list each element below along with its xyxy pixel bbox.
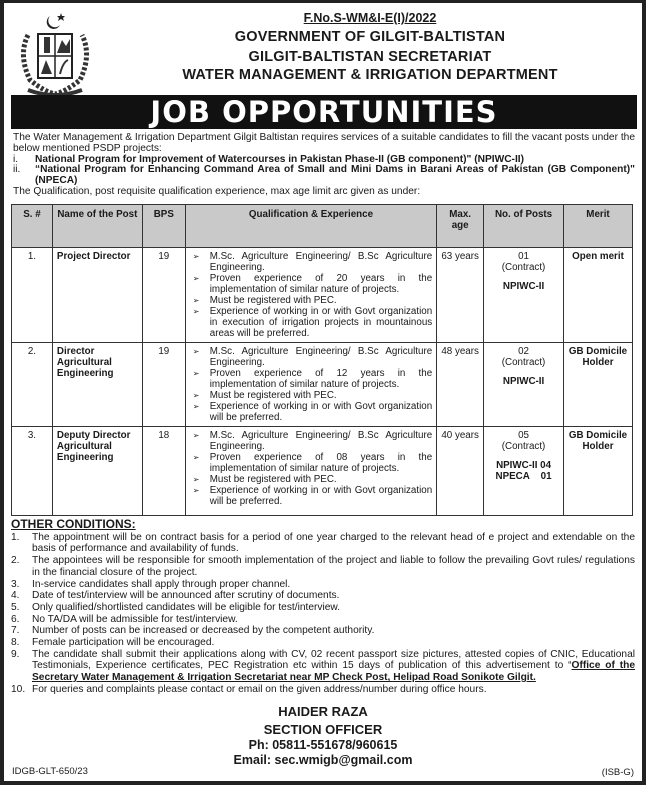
officer-title: SECTION OFFICER — [263, 722, 383, 737]
qualification-item: ➢ Experience of working in or with Govt organization in execution of irrigation projects in mountainous areas will be preferred. — [190, 306, 432, 339]
posts-type: (Contract) — [501, 262, 546, 273]
condition-number: 2. — [11, 555, 20, 567]
post-name — [52, 248, 142, 343]
post-name-text: Project Director — [56, 251, 131, 262]
project-code: NPIWC-II — [502, 376, 545, 387]
officer-name: HAIDER RAZA — [278, 704, 368, 719]
qualifications — [185, 343, 436, 427]
serial-number: 3. — [12, 427, 53, 516]
condition-text: Female participation will be encouraged. — [32, 637, 215, 649]
condition-item — [11, 532, 635, 555]
condition-item — [11, 579, 635, 591]
table-row — [12, 343, 633, 427]
posts-type: (Contract) — [501, 441, 546, 452]
other-conditions — [11, 519, 635, 696]
bps: 18 — [142, 427, 185, 516]
posts-count: 02 — [518, 346, 529, 357]
condition-text: Number of posts can be increased or decreased by the competent authority. — [32, 625, 375, 637]
qualification-note: The Qualification, post requisite qualification experience, max age limit arc given as under: — [13, 185, 421, 197]
condition-number: 9. — [11, 648, 20, 660]
government-emblem-icon — [10, 10, 100, 100]
department-title: WATER MANAGEMENT & IRRIGATION DEPARTMENT — [182, 67, 558, 83]
max-age: 63 years — [437, 248, 484, 343]
merit-text: Open merit — [572, 251, 624, 262]
col-header: Merit — [564, 205, 633, 248]
qualification-item: ➢ Proven experience of 12 years in the implementation of similar nature of projects. — [190, 368, 432, 390]
condition-number: 7. — [11, 625, 20, 637]
footer-code: (ISB-G) — [601, 767, 634, 778]
condition-item — [11, 555, 635, 578]
table-row — [12, 427, 633, 516]
qualification-item: ➢ Experience of working in or with Govt organization will be preferred. — [190, 485, 432, 507]
post-name — [52, 343, 142, 427]
qualification-item: ➢ Must be registered with PEC. — [190, 474, 432, 485]
office-address: Office of the Secretary Water Management & Irrigation Secretariat near MP Check Post, Helipad Road Sonikote Gilgit. — [32, 660, 636, 684]
qualifications — [185, 248, 436, 343]
officer-email: Email: sec.wmigb@gmail.com — [233, 753, 413, 767]
condition-number: 8. — [11, 637, 20, 649]
merit — [564, 427, 633, 516]
file-reference-number: F.No.S-WM&I-E(I)/2022 — [303, 11, 437, 25]
qualification-item: ➢ M.Sc. Agriculture Engineering/ B.Sc Agriculture Engineering. — [190, 251, 432, 273]
condition-text: Only qualified/shortlisted candidates will be eligible for test/interview. — [32, 601, 341, 613]
condition-number: 4. — [11, 590, 20, 602]
qualification-item: ➢ Experience of working in or with Govt organization will be preferred. — [190, 401, 432, 423]
condition-item — [11, 649, 635, 684]
condition-item — [11, 614, 635, 626]
table-header-row — [12, 205, 633, 248]
officer-phone: Ph: 05811-551678/960615 — [248, 738, 398, 752]
bps: 19 — [142, 248, 185, 343]
project-number: i. — [13, 153, 19, 165]
col-header: S. # — [12, 205, 53, 248]
col-header: Qualification & Experience — [185, 205, 436, 248]
secretariat-title: GILGIT-BALTISTAN SECRETARIAT — [248, 49, 492, 65]
condition-text: The candidate shall submit their applications along with CV, 02 recent passport size pictures, attested copies of CNIC, Educational Testimonials, Experience certificates, PEC Registration etc within 15 days of publication of this advertisement to “ — [32, 648, 635, 672]
table-row — [12, 248, 633, 343]
project-code: NPIWC-II 04 — [496, 460, 552, 471]
posts-count: 01 — [518, 251, 529, 262]
footer-id: IDGB-GLT-650/23 — [12, 766, 88, 777]
condition-text: The appointment will be on contract basis for a period of one year charged to the relevant head of e project and extendable on the basis of performance and availability of funds. — [32, 531, 635, 555]
condition-text: The appointees will be responsible for smooth implementation of the project and liable to follow the prevailing Govt rules/ regulations in the financial closure of the project. — [32, 555, 635, 578]
condition-text: Date of test/interview will be announced after scrutiny of documents. — [32, 590, 340, 602]
project-text: National Program for Improvement of Watercourses in Pakistan Phase-II (GB component)" (NPIWC-II) — [35, 153, 524, 165]
col-header: BPS — [142, 205, 185, 248]
post-name-text: Director Agricultural Engineering — [56, 346, 114, 379]
col-header: No. of Posts — [484, 205, 564, 248]
bps: 19 — [142, 343, 185, 427]
no-of-posts — [484, 343, 564, 427]
col-header: Name of the Post — [52, 205, 142, 248]
project-code-2: NPECA 01 — [495, 471, 552, 482]
job-table — [11, 204, 633, 516]
qualification-item: ➢ Must be registered with PEC. — [190, 390, 432, 401]
post-name — [52, 427, 142, 516]
project-item — [13, 165, 635, 187]
condition-number: 1. — [11, 531, 20, 543]
condition-item — [11, 625, 635, 637]
qualification-item: ➢ M.Sc. Agriculture Engineering/ B.Sc Agriculture Engineering. — [190, 430, 432, 452]
condition-number: 3. — [11, 578, 20, 590]
posts-count: 05 — [518, 430, 529, 441]
merit-text: GB Domicile Holder — [568, 346, 628, 368]
qualification-item: ➢ M.Sc. Agriculture Engineering/ B.Sc Agriculture Engineering. — [190, 346, 432, 368]
project-text: “National Program for Enhancing Command Area of Small and Mini Dams in Barani Areas of Pakistan (GB Component)" (NPECA) — [35, 164, 635, 187]
max-age: 48 years — [437, 343, 484, 427]
condition-text: In-service candidates shall apply through proper channel. — [32, 578, 291, 590]
post-name-text: Deputy Director Agricultural Engineering — [56, 430, 131, 463]
serial-number: 2. — [12, 343, 53, 427]
merit — [564, 343, 633, 427]
merit — [564, 248, 633, 343]
job-opportunities-banner: JOB OPPORTUNITIES — [11, 95, 637, 129]
condition-number: 5. — [11, 601, 20, 613]
condition-text: No TA/DA will be admissible for test/interview. — [32, 613, 238, 625]
conditions-title: OTHER CONDITIONS: — [11, 517, 136, 531]
project-code: NPIWC-II — [502, 281, 545, 292]
qualification-item: ➢ Proven experience of 20 years in the implementation of similar nature of projects. — [190, 273, 432, 295]
intro-text: The Water Management & Irrigation Department Gilgit Baltistan requires services of a suitable candidates to fill the vacant posts under the below mentioned PSDP projects: — [13, 132, 635, 154]
no-of-posts — [484, 248, 564, 343]
max-age: 40 years — [437, 427, 484, 516]
condition-item — [11, 684, 635, 696]
condition-number: 10. — [11, 683, 26, 695]
merit-text: GB Domicile Holder — [568, 430, 628, 452]
condition-item — [11, 637, 635, 649]
condition-number: 6. — [11, 613, 20, 625]
condition-item — [11, 602, 635, 614]
government-title: GOVERNMENT OF GILGIT-BALTISTAN — [234, 29, 506, 45]
no-of-posts — [484, 427, 564, 516]
qualification-item: ➢ Proven experience of 08 years in the implementation of similar nature of projects. — [190, 452, 432, 474]
col-header: Max. age — [437, 205, 484, 248]
project-number: ii. — [13, 164, 21, 176]
qualifications — [185, 427, 436, 516]
intro-section — [13, 133, 635, 198]
condition-text: For queries and complaints please contact or email on the given address/number during office hours. — [32, 683, 487, 695]
posts-type: (Contract) — [501, 357, 546, 368]
qualification-item: ➢ Must be registered with PEC. — [190, 295, 432, 306]
condition-item — [11, 590, 635, 602]
serial-number: 1. — [12, 248, 53, 343]
